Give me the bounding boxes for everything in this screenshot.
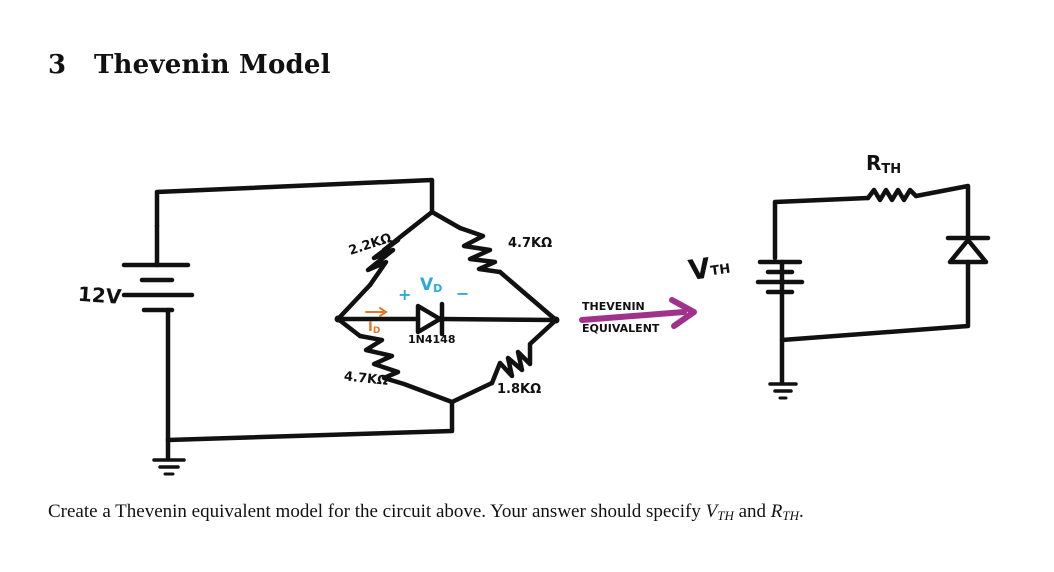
bridge-wire-top-right (432, 212, 460, 228)
vd-plus: + (398, 285, 412, 304)
bridge-wire-left-lower (338, 319, 360, 336)
id-arrow (366, 308, 386, 316)
question-text-end: . (799, 501, 804, 522)
node-left (335, 316, 342, 323)
question-text (48, 501, 804, 524)
resistor-1k8-zigzag (492, 320, 556, 383)
node-right (553, 317, 560, 324)
diode-triangle (418, 306, 440, 332)
eq-diode-triangle (950, 240, 986, 262)
wire-top (157, 180, 432, 226)
r-bottom-right-label: 1.8KΩ (497, 382, 542, 397)
vd-minus: − (456, 284, 470, 303)
rth-label: RTH (866, 151, 902, 177)
r-bottom-left-label: 4.7KΩ (343, 369, 389, 389)
bridge-wire-left-upper (338, 285, 370, 319)
bridge-wire-right-upper (500, 272, 556, 320)
resistor-4k7-top-zigzag (460, 228, 500, 272)
wire-left-bottom (168, 312, 452, 440)
eq-wire-top (775, 198, 868, 258)
eq-wire-top-right (916, 186, 968, 240)
vd-label: VD (420, 275, 443, 295)
eq-wire-right (782, 262, 968, 340)
source-label: 12V (77, 281, 123, 309)
question-text-before: Create a Thevenin equivalent model for the circuit above. Your answer should specify (48, 501, 706, 522)
arrow-label-line2: EQUIVALENT (582, 322, 660, 335)
question-text-mid: and (733, 501, 771, 522)
section-number: 3 (48, 50, 67, 80)
r-top-right-label: 4.7KΩ (508, 236, 553, 251)
arrow-label-line1: THEVENIN (582, 300, 645, 313)
diode-part-label: 1N4148 (408, 333, 456, 346)
rth-zigzag (868, 190, 916, 200)
bridge-wire-bottom-right (452, 383, 492, 402)
question-rth: $R_{TH}$ (770, 501, 800, 523)
question-vth: $V_{TH}$ (705, 501, 734, 523)
diode-wire-right (442, 319, 556, 320)
r-top-left-label: 2.2KΩ (346, 230, 394, 259)
vth-label: VTH (686, 251, 732, 288)
id-label: ID (368, 320, 381, 336)
section-title: Thevenin Model (94, 50, 331, 80)
thevenin-arrow-shaft (582, 312, 684, 320)
